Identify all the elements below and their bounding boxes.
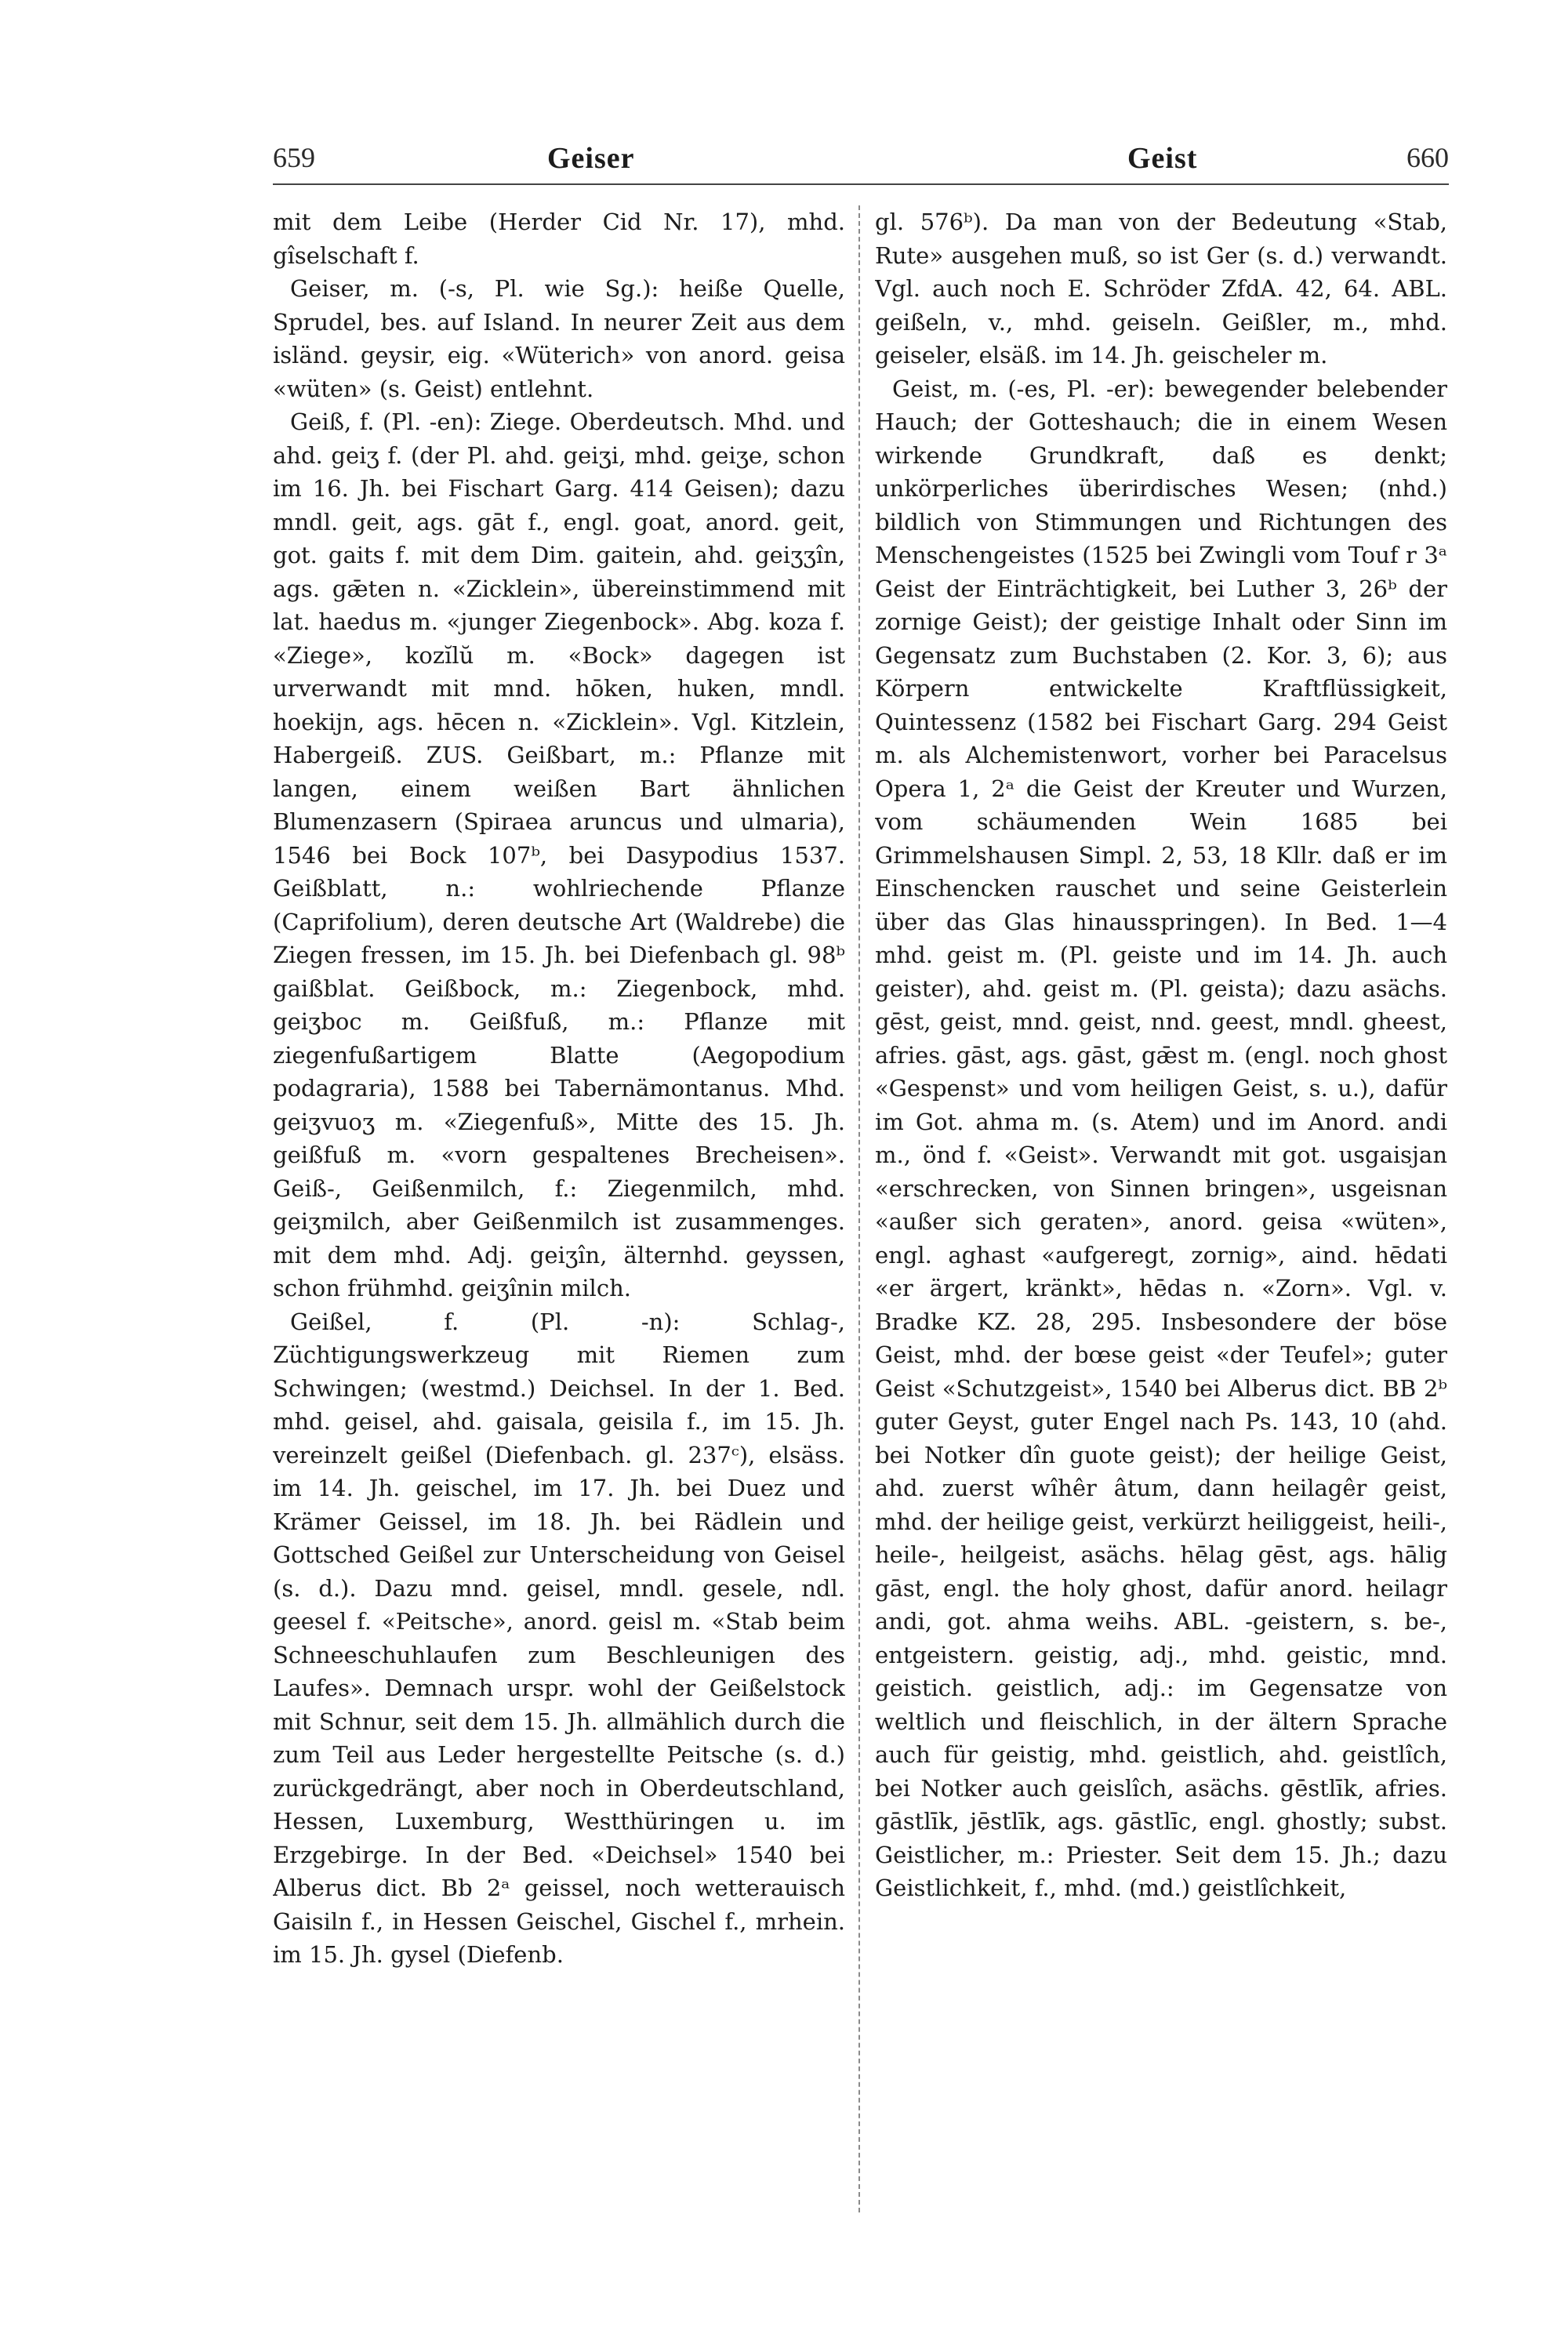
entry-geissel: Geißel, f. (Pl. -n): Schlag-, Züchtigungswerkzeug mit Riemen zum Schwingen; (westmd.) Deichsel. In der 1. Bed. mhd. geisel, ahd. gaisala, geisila f., im 15. Jh. vereinzelt geißel (Diefenbach. gl. 237ᶜ), elsäss. im 14. Jh. geischel, im 17. Jh. bei Duez und Krämer Geissel, im 18. Jh. bei Rädlein und Gottsched Geißel zur Unterscheidung von Geisel (s. d.). Dazu mnd. geisel, mndl. gesele, ndl. geesel f. «Peitsche», anord. geisl m. «Stab beim Schneeschuhlaufen zum Beschleunigen des Laufes». Demnach urspr. wohl der Geißelstock mit Schnur, seit dem 15. Jh. allmählich durch die zum Teil aus Leder hergestellte Peitsche (s. d.) zurückgedrängt, aber noch in Oberdeutschland, Hessen, Luxemburg, Westthüringen u. im Erzgebirge. In der Bed. «Deichsel» 1540 bei Alberus dict. Bb 2ᵃ geissel, noch wetterauisch Gaisiln f., in Hessen Geischel, Gischel f., mrhein. im 15. Jh. gysel (Diefenb.: [273, 1308, 845, 1968]
header-rule: [273, 183, 1449, 185]
right-page-number: 660: [1406, 142, 1449, 173]
right-column: [875, 205, 1447, 2244]
entry-continuation: mit dem Leibe (Herder Cid Nr. 17), mhd. gîselschaft f.: [273, 209, 845, 269]
running-header: [273, 141, 1449, 177]
entry-geist: Geist, m. (-es, Pl. -er): bewegender belebender Hauch; der Gotteshauch; die in einem Wesen wirkende Grundkraft, daß es denkt; unkörperliches überirdisches Wesen; (nhd.) bildlich von Stimmungen und Richtungen des Menschengeistes (1525 bei Zwingli vom Touf r 3ᵃ Geist der Einträchtigkeit, bei Luther 3, 26ᵇ der zornige Geist); der geistige Inhalt oder Sinn im Gegensatz zum Buchstaben (2. Kor. 3, 6); aus Körpern entwickelte Kraftflüssigkeit, Quintessenz (1582 bei Fischart Garg. 294 Geist m. als Alchemistenwort, vorher bei Paracelsus Opera 1, 2ᵃ die Geist der Kreuter und Wurzen, vom schäumenden Wein 1685 bei Grimmelshausen Simpl. 2, 53, 18 Kllr. daß er im Einschencken rauschet und seine Geisterlein über das Glas hinausspringen). In Bed. 1—4 mhd. geist m. (Pl. geiste und im 14. Jh. auch geister), ahd. geist m. (Pl. geista); dazu asächs. gēst, geist, mnd. geist, nnd. geest, mndl. gheest, afries. gāst, ags. gāst, gǣst m. (engl. noch ghost «Gespenst» und vom heiligen Geist, s. u.), dafür im Got. ahma m. (s. Atem) und im Anord. andi m., önd f. «Geist». Verwandt mit got. usgaisjan «erschrecken, von Sinnen bringen», usgeisnan «außer sich geraten», anord. geisa «wüten», engl. aghast «aufgeregt, zornig», aind. hēdati «er ärgert, kränkt», hēdas n. «Zorn». Vgl. v. Bradke KZ. 28, 295. Insbesondere der böse Geist, mhd. der bœse geist «der Teufel»; guter Geist «Schutzgeist», 1540 bei Alberus dict. BB 2ᵇ guter Geyst, guter Engel nach Ps. 143, 10 (ahd. bei Notker dîn guote geist); der heilige Geist, ahd. zuerst wîhêr âtum, dann heilagêr geist, mhd. der heilige geist, verkürzt heiliggeist, heili-, heile-, heilgeist, asächs. hēlag gēst, ags. hālig gāst, engl. the holy ghost, dafür anord. heilagr andi, got. ahma weihs. ABL. -geistern, s. be-, entgeistern. geistig, adj., mhd. geistic, mnd. geistich. geistlich, adj.: im Gegensatze von weltlich und fleischlich, in der ältern Sprache auch für geistig, mhd. geistlich, ahd. geistlîch, bei Notker auch geislîch, asächs. gēstlīk, afries. gāstlīk, jēstlīk, ags. gāstlīc, engl. ghostly; subst. Geistlicher, m.: Priester. Seit dem 15. Jh.; dazu Geistlichkeit, f., mhd. (md.) geistlîchkeit,: [875, 375, 1447, 1901]
left-page-number: 659: [273, 142, 315, 173]
entry-geiss: Geiß, f. (Pl. -en): Ziege. Oberdeutsch. Mhd. und ahd. geiʒ f. (der Pl. ahd. geiʒi, mhd. geiʒe, schon im 16. Jh. bei Fischart Garg. 414 Geisen); dazu mndl. geit, ags. gāt f., engl. goat, anord. geit, got. gaits f. mit dem Dim. gaitein, ahd. geiʒʒîn, ags. gǣten n. «Zicklein», übereinstimmend mit lat. haedus m. «junger Ziegenbock». Abg. koza f. «Ziege», kozĭlŭ m. «Bock» dagegen ist urverwandt mit mnd. hōken, huken, mndl. hoekijn, ags. hēcen n. «Zicklein». Vgl. Kitzlein, Habergeiß. ZUS. Geißbart, m.: Pflanze mit langen, einem weißen Bart ähnlichen Blumenzasern (Spiraea aruncus und ulmaria), 1546 bei Bock 107ᵇ, bei Dasypodius 1537. Geißblatt, n.: wohlriechende Pflanze (Caprifolium), deren deutsche Art (Waldrebe) die Ziegen fressen, im 15. Jh. bei Diefenbach gl. 98ᵇ gaißblat. Geißbock, m.: Ziegenbock, mhd. geiʒboc m. Geißfuß, m.: Pflanze mit ziegenfußartigem Blatte (Aegopodium podagraria), 1588 bei Tabernämontanus. Mhd. geiʒvuoʒ m. «Ziegenfuß», Mitte des 15. Jh. geißfuß m. «vorn gespaltenes Brecheisen». Geiß-, Geißenmilch, f.: Ziegenmilch, mhd. geiʒmilch, aber Geißenmilch ist zusammenges. mit dem mhd. Adj. geiʒîn, älternhd. geyssen, schon frühmhd. geiʒînin milch.: [273, 408, 845, 1301]
right-running-headword: Geist: [1127, 142, 1198, 175]
left-running-headword: Geiser: [547, 142, 635, 175]
column-divider: [858, 205, 860, 2212]
left-column: [273, 205, 845, 2244]
entry-continuation-geissel: gl. 576ᵇ). Da man von der Bedeutung «Stab, Rute» ausgehen muß, so ist Ger (s. d.) verwandt. Vgl. auch noch E. Schröder ZfdA. 42, 64. ABL. geißeln, v., mhd. geiseln. Geißler, m., mhd. geiseler, elsäß. im 14. Jh. geischeler m.: [875, 209, 1447, 368]
entry-geiser: Geiser, m. (-s, Pl. wie Sg.): heiße Quelle, Sprudel, bes. auf Island. In neurer Zeit aus dem isländ. geysir, eig. «Wüterich» von anord. geisa «wüten» (s. Geist) entlehnt.: [273, 275, 845, 402]
